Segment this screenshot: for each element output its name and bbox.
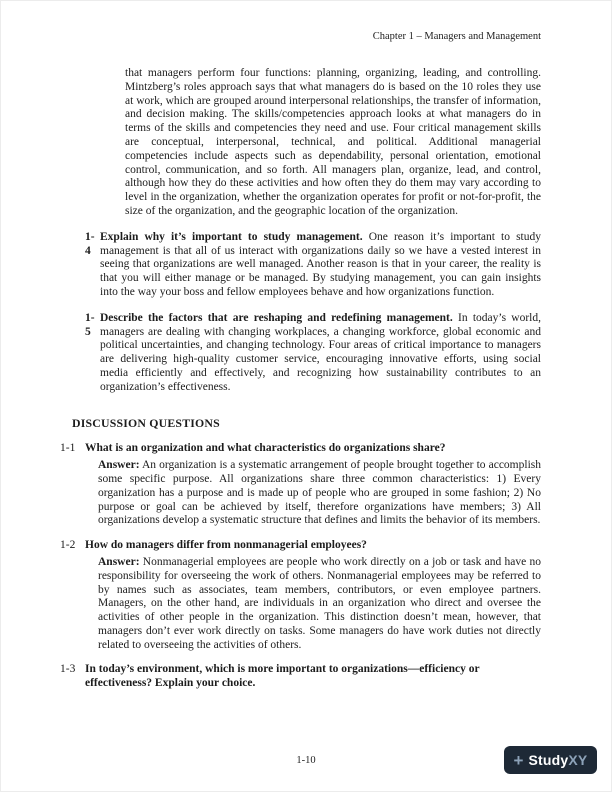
- question-number: 1-3: [60, 663, 76, 676]
- studyxy-logo: [504, 746, 597, 774]
- question-answer: [98, 556, 541, 653]
- solution-item-1-5: [60, 312, 541, 395]
- question-body: [85, 539, 541, 652]
- plus-icon: +: [513, 750, 524, 770]
- page-number: 1-10: [296, 755, 316, 766]
- question-text: In today’s environment, which is more important to organizations—efficiency or effectiveness? Explain your choice.: [85, 663, 480, 690]
- discussion-question-1-3: [60, 663, 541, 691]
- discussion-question-1-2: [60, 539, 541, 652]
- solution-item-1-4: [60, 231, 541, 300]
- logo-text-study: Study: [528, 752, 569, 768]
- answer-text: An organization is a systematic arrangement of people brought together to accomplish some specific purpose. All organizations share three common characteristics: 1) Every organization has a purpose and is made up of people who are grouped in some fashion; 2) No purpose or goal can be achieved by itself, therefore organizations have members; 3) All organizations develop a systematic structure that defines and limits the behavior of its members.: [98, 459, 541, 527]
- page-header: [0, 0, 612, 43]
- solution-answer-text: One reason it’s important to study management is that all of us interact with organizations daily so we have a vested interest in seeing that organizations are well managed. Another reason is that in your career, the reality is that you will either manage or be managed. By studying management, you can gain insights into the way your boss and fellow employees behave and how organizations function.: [100, 230, 541, 298]
- question-answer: [98, 459, 541, 528]
- solution-question-lead: Explain why it’s important to study management.: [100, 230, 363, 243]
- logo-text-xy: XY: [568, 752, 588, 768]
- continuation-paragraph: that managers perform four functions: planning, organizing, leading, and controlling. Mintzberg’s roles approach says that what managers do is based on the 10 roles they use at work, which are grouped around interpersonal relationships, the transfer of information, and decision making. The skills/competencies approach looks at what managers do in terms of the skills and competencies they need and use. Four critical management skills are conceptual, interpersonal, technical, and political. Additional managerial competencies include aspects such as dependability, personal orientation, emotional control, communication, and so forth. All managers plan, organize, lead, and control, although how they do these activities and how often they do them may vary according to level in the organization, whether the organization operates for profit or not-for-profit, the size of the organization, and the geographic location of the organization.: [125, 67, 541, 217]
- section-heading: DISCUSSION QUESTIONS: [72, 415, 220, 430]
- answer-label: Answer:: [98, 555, 140, 568]
- question-text: How do managers differ from nonmanagerial employees?: [85, 539, 367, 552]
- question-body: [85, 663, 541, 691]
- solution-answer-text: In today’s world, managers are dealing with changing workplaces, a changing workforce, global economic and political uncertainties, and changing technology. Four areas of critical importance to managers are delivering high-quality customer service, encouraging innovative efforts, using social media efficiently and effectively, and recognizing how sustainability contributes to an organization’s effectiveness.: [100, 311, 541, 393]
- page-content: [60, 67, 541, 691]
- solution-number: 1-4: [85, 230, 95, 257]
- question-number: 1-2: [60, 539, 76, 552]
- answer-text: Nonmanagerial employees are people who work directly on a job or task and have no responsibility for overseeing the work of others. Nonmanagerial employees may be referred to by names such as associates, team members, contributors, or even employee partners. Managers, on the other hand, are individuals in an organization who direct and oversee the activities of other people in the organization. This distinction doesn’t mean, however, that managers don’t ever work directly on tasks. Some managers do have work duties not directly related to overseeing the activities of others.: [98, 555, 541, 651]
- question-body: [85, 442, 541, 528]
- solution-text: [100, 231, 541, 300]
- solution-number: 1-5: [85, 311, 95, 338]
- discussion-question-1-1: [60, 442, 541, 528]
- solution-text: [100, 312, 541, 395]
- solution-question-lead: Describe the factors that are reshaping and redefining management.: [100, 311, 453, 324]
- question-number: 1-1: [60, 442, 76, 455]
- question-text: What is an organization and what characteristics do organizations share?: [85, 442, 446, 455]
- answer-label: Answer:: [98, 459, 140, 472]
- header-title: Chapter 1 – Managers and Management: [372, 31, 541, 42]
